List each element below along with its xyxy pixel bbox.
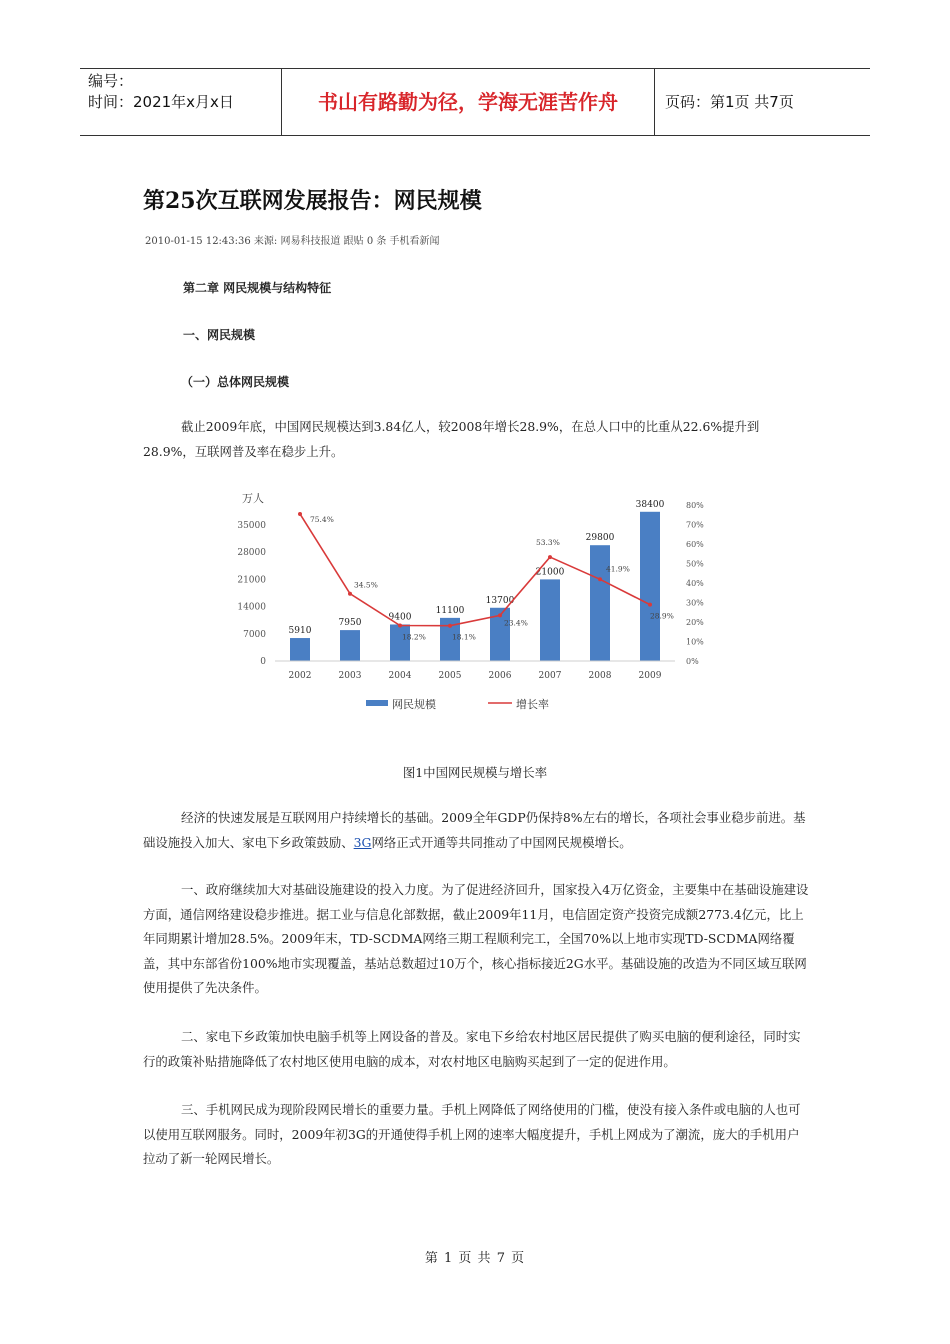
y2-tick-label: 10% bbox=[686, 637, 704, 647]
section-heading-2: （一）总体网民规模 bbox=[181, 375, 290, 389]
growth-point bbox=[398, 624, 402, 628]
header-page-label: 页码：第1页 共7页 bbox=[665, 93, 794, 111]
paragraph-4: 二、家电下乡政策加快电脑手机等上网设备的普及。家电下乡给农村地区居民提供了购买电脑的便利途径，同时实行的政策补贴措施降低了农村地区使用电脑的成本，对农村地区电脑购买起到了一定的促进作用。 bbox=[143, 1029, 801, 1069]
paragraph-2 bbox=[143, 806, 811, 855]
y-tick-label: 35000 bbox=[237, 521, 266, 531]
article-meta: 2010-01-15 12:43:36 来源: 网易科技报道 跟贴 0 条 手机看新闻 bbox=[145, 236, 440, 247]
y2-tick-label: 70% bbox=[686, 520, 704, 530]
growth-point bbox=[498, 613, 502, 617]
y2-tick-label: 60% bbox=[686, 540, 704, 549]
x-tick-label: 2008 bbox=[588, 671, 612, 681]
bar bbox=[590, 545, 610, 661]
x-tick-label: 2004 bbox=[388, 671, 412, 681]
bar bbox=[540, 579, 560, 661]
header-info-cell bbox=[80, 69, 282, 135]
y-axis-title: 万人 bbox=[242, 492, 264, 505]
growth-data-label: 53.3% bbox=[536, 538, 560, 548]
chart bbox=[230, 485, 720, 720]
y2-tick-label: 50% bbox=[686, 559, 704, 569]
number-label: 编号： bbox=[88, 72, 134, 90]
bar bbox=[340, 630, 360, 661]
header-motto: 书山有路勤为径，学海无涯苦作舟 bbox=[282, 69, 655, 135]
legend-label-bar: 网民规模 bbox=[392, 698, 436, 711]
x-tick-label: 2002 bbox=[288, 671, 312, 681]
paragraph-3: 一、政府继续加大对基础设施建设的投入力度。为了促进经济回升，国家投入4万亿资金，主要集中在基础设施建设方面，通信网络建设稳步推进。据工业与信息化部数据，截止2009年11月，电信固定资产投资完成额2773.4亿元，比上年同期累计增加28.5%。2009年末，TD-SCDMA网络三期工程顺利完工，全国70%以上地市实现TD-SCDMA网络覆盖，其中东部省份100%地市实现覆盖，基站总数超过10万个，核心指标接近2G水平。基础设施的改造为不同区域互联网使用提供了先决条件。 bbox=[143, 882, 809, 995]
page-footer: 第 1 页 共 7 页 bbox=[424, 1251, 526, 1266]
legend-label-line: 增长率 bbox=[516, 698, 549, 711]
chapter-heading: 第二章 网民规模与结构特征 bbox=[183, 281, 332, 295]
section-heading-1: 一、网民规模 bbox=[183, 328, 256, 342]
x-tick-label: 2007 bbox=[538, 671, 562, 681]
paragraph-2-text-b: 网络正式开通等共同推动了中国网民规模增长。 bbox=[371, 834, 632, 850]
y2-tick-label: 0% bbox=[686, 657, 699, 666]
paragraph-1: 截止2009年底，中国网民规模达到3.84亿人，较2008年增长28.9%，在总人口中的比重从22.6%提升到28.9%，互联网普及率在稳步上升。 bbox=[143, 419, 760, 459]
growth-point bbox=[298, 512, 302, 516]
bar-data-label: 7950 bbox=[338, 618, 362, 629]
header-table bbox=[80, 68, 870, 136]
y2-tick-label: 30% bbox=[686, 598, 704, 608]
growth-point bbox=[548, 555, 552, 559]
bar bbox=[390, 624, 410, 661]
y2-tick-label: 40% bbox=[686, 579, 704, 588]
legend-swatch-bar bbox=[366, 700, 388, 706]
growth-point bbox=[348, 592, 352, 596]
link-3g[interactable]: 3G bbox=[353, 834, 372, 850]
growth-data-label: 23.4% bbox=[504, 618, 528, 628]
bar bbox=[290, 638, 310, 661]
growth-data-label: 75.4% bbox=[310, 514, 334, 524]
y-tick-label: 14000 bbox=[237, 602, 266, 613]
article-title: 第25次互联网发展报告：网民规模 bbox=[143, 188, 482, 214]
figure-caption: 图1中国网民规模与增长率 bbox=[402, 765, 548, 780]
growth-data-label: 41.9% bbox=[606, 564, 630, 574]
bar-data-label: 29800 bbox=[585, 533, 615, 544]
y-tick-label: 21000 bbox=[237, 575, 266, 586]
chart-legend bbox=[366, 697, 549, 711]
y-tick-label: 0 bbox=[260, 657, 266, 667]
growth-data-label: 34.5% bbox=[354, 580, 378, 590]
y2-tick-label: 80% bbox=[686, 501, 704, 510]
paragraph-2-text-a: 经济的快速发展是互联网用户持续增长的基础。2009全年GDP仍保持8%左右的增长，各项社会事业稳步前进。基础设施投入加大、家电下乡政策鼓励、 bbox=[143, 810, 806, 850]
bar-data-label: 21000 bbox=[535, 567, 565, 578]
bar-data-label: 5910 bbox=[288, 626, 312, 637]
bar-data-label: 9400 bbox=[388, 612, 412, 623]
growth-data-label: 18.1% bbox=[452, 632, 476, 642]
x-tick-label: 2006 bbox=[488, 671, 512, 681]
growth-point bbox=[648, 603, 652, 607]
y-tick-label: 7000 bbox=[243, 629, 266, 640]
bar-data-label: 38400 bbox=[635, 499, 665, 510]
growth-point bbox=[598, 577, 602, 581]
paragraph-5: 三、手机网民成为现阶段网民增长的重要力量。手机上网降低了网络使用的门槛，使没有接入条件或电脑的人也可以使用互联网服务。同时，2009年初3G的开通使得手机上网的速率大幅度提升，手机上网成为了潮流，庞大的手机用户拉动了新一轮网民增长。 bbox=[143, 1102, 801, 1166]
time-label: 时间：2021年x月x日 bbox=[88, 93, 234, 111]
y2-tick-label: 20% bbox=[686, 618, 704, 627]
x-tick-label: 2005 bbox=[438, 671, 462, 681]
growth-data-label: 18.2% bbox=[402, 632, 426, 642]
chart-bars bbox=[289, 500, 665, 661]
bar bbox=[640, 512, 660, 661]
growth-point bbox=[448, 624, 452, 628]
y-tick-label: 28000 bbox=[237, 548, 266, 559]
bar-data-label: 11100 bbox=[435, 605, 465, 616]
x-tick-label: 2003 bbox=[338, 671, 362, 681]
bar-data-label: 13700 bbox=[485, 595, 515, 606]
x-tick-label: 2009 bbox=[638, 671, 662, 681]
growth-data-label: 28.9% bbox=[650, 611, 674, 621]
